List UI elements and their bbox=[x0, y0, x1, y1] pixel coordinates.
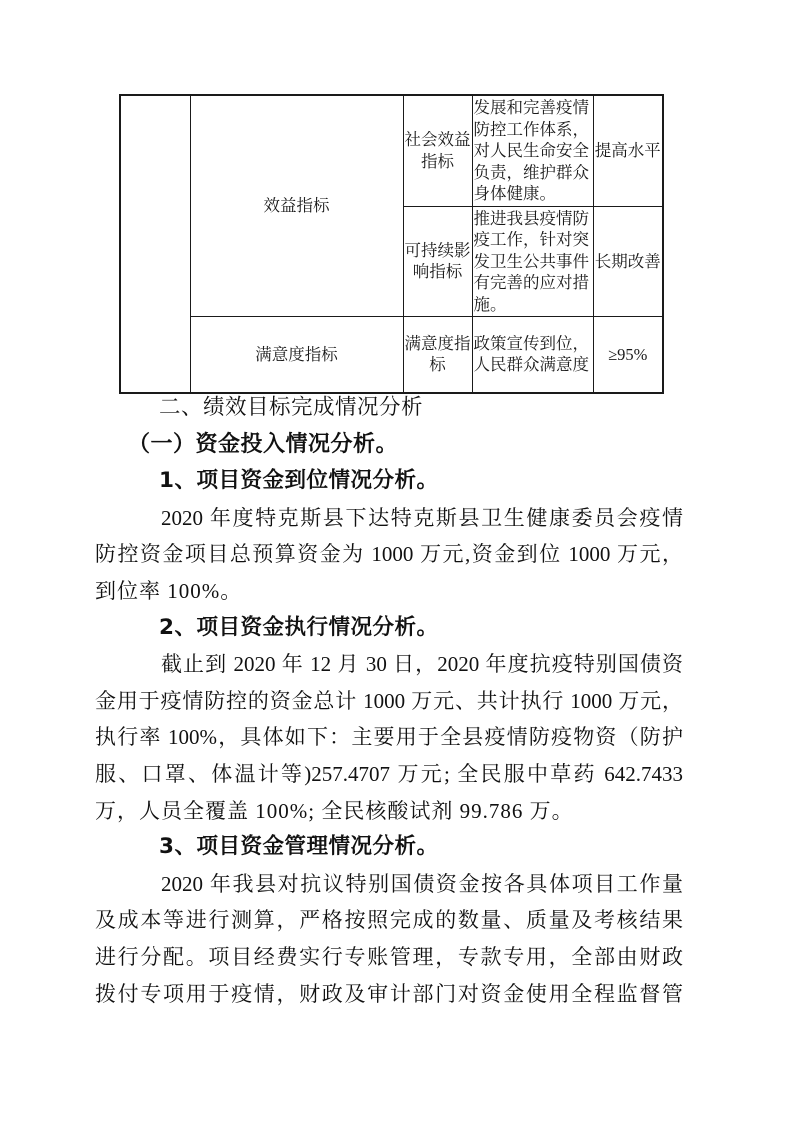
table-row bbox=[120, 317, 663, 393]
paragraph-line: 执行率 100%，具体如下：主要用于全县疫情防疫物资（防护 bbox=[95, 725, 683, 750]
subsection-heading: （一）资金投入情况分析。 bbox=[128, 431, 399, 457]
table-cell-target-social: 提高水平 bbox=[593, 95, 663, 206]
table-cell-corner bbox=[120, 95, 190, 393]
table-cell-indicator-satisfaction: 满意度指标 bbox=[403, 317, 472, 393]
analysis-body bbox=[95, 390, 683, 1012]
table-cell-satisfaction-group: 满意度指标 bbox=[190, 317, 403, 393]
item1-heading: 1、项目资金到位情况分析。 bbox=[159, 468, 439, 494]
paragraph-line: 服、口罩、体温计等)257.4707 万元; 全民服中草药 642.7433 bbox=[95, 761, 683, 786]
paragraph-line: 金用于疫情防控的资金总计 1000 万元、共计执行 1000 万元， bbox=[95, 688, 683, 713]
table-cell-indicator-sustain: 可持续影响指标 bbox=[403, 206, 472, 317]
table-cell-description-satisfaction: 政策宣传到位，人民群众满意度 bbox=[472, 317, 593, 393]
paragraph-line: 进行分配。项目经费实行专账管理，专款专用，全部由财政 bbox=[95, 944, 683, 969]
performance-indicator-table bbox=[119, 94, 664, 394]
item2-heading: 2、项目资金执行情况分析。 bbox=[159, 614, 439, 640]
paragraph-line: 防控资金项目总预算资金为 1000 万元,资金到位 1000 万元， bbox=[95, 542, 683, 567]
table-cell-benefit-group: 效益指标 bbox=[190, 95, 403, 317]
table-cell-description-social: 发展和完善疫情防控工作体系，对人民生命安全负责，维护群众身体健康。 bbox=[472, 95, 593, 206]
table-cell-indicator-social: 社会效益指标 bbox=[403, 95, 472, 206]
paragraph-line: 截止到 2020 年 12 月 30 日，2020 年度抗疫特别国债资 bbox=[161, 652, 683, 677]
section-heading: 二、绩效目标完成情况分析 bbox=[159, 395, 424, 420]
paragraph-line: 及成本等进行测算，严格按照完成的数量、质量及考核结果 bbox=[95, 908, 683, 933]
table-cell-description-sustain: 推进我县疫情防疫工作，针对突发卫生公共事件有完善的应对措施。 bbox=[472, 206, 593, 317]
paragraph-line: 万，人员全覆盖 100%; 全民核酸试剂 99.786 万。 bbox=[95, 798, 574, 823]
item3-heading: 3、项目资金管理情况分析。 bbox=[159, 834, 439, 860]
table-cell-target-satisfaction: ≥95% bbox=[593, 317, 663, 393]
paragraph-line: 2020 年度特克斯县下达特克斯县卫生健康委员会疫情 bbox=[161, 505, 683, 530]
paragraph-line: 到位率 100%。 bbox=[95, 578, 243, 603]
table-row bbox=[120, 95, 663, 206]
paragraph-line: 2020 年我县对抗议特别国债资金按各具体项目工作量 bbox=[161, 871, 683, 896]
paragraph-line: 拨付专项用于疫情，财政及审计部门对资金使用全程监督管 bbox=[95, 981, 683, 1006]
table-cell-target-sustain: 长期改善 bbox=[593, 206, 663, 317]
